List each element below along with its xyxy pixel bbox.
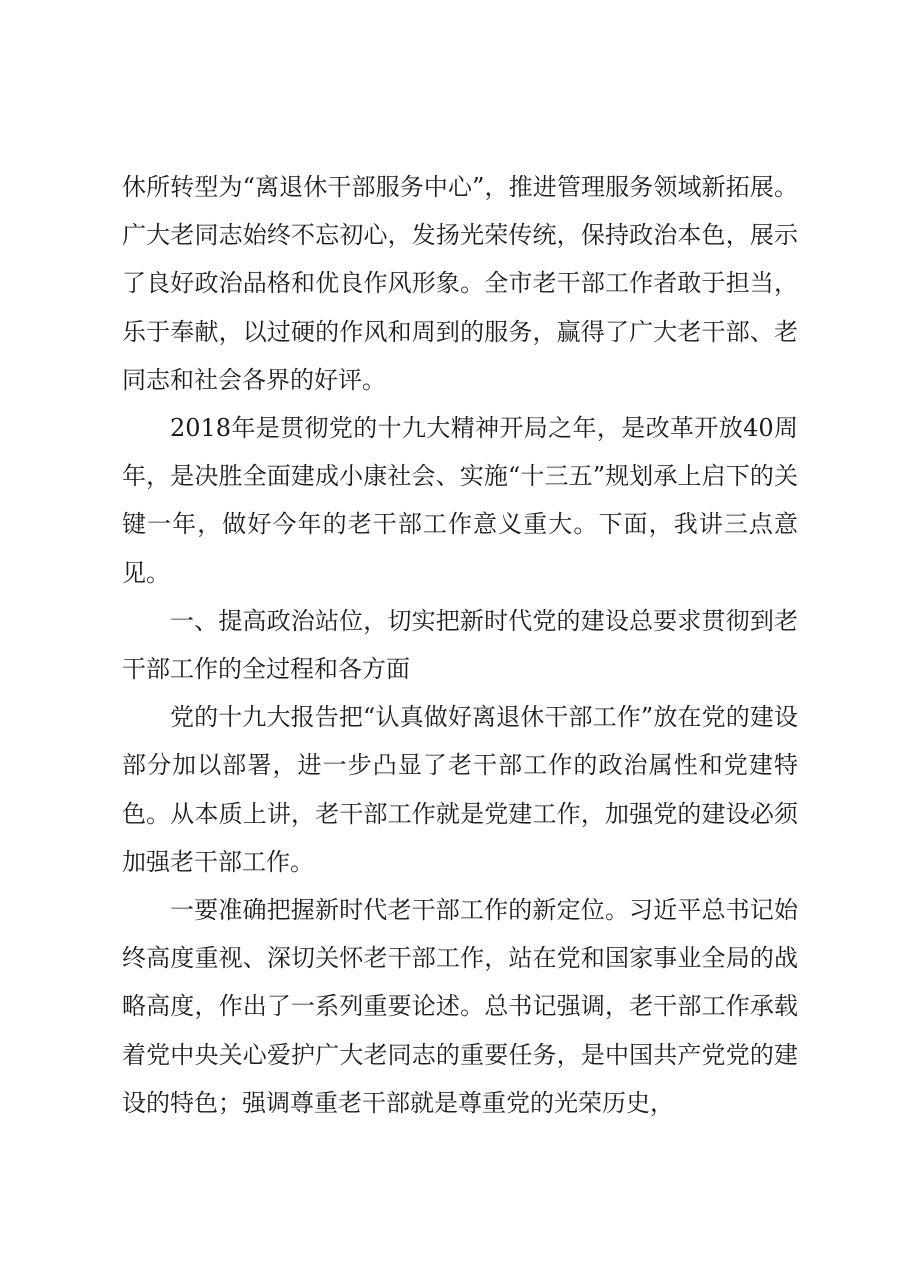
paragraph-year-2018: 2018年是贯彻党的十九大精神开局之年，是改革开放40周年，是决胜全面建成小康社会、实施“十三五”规划承上启下的关键一年，做好今年的老干部工作意义重大。下面，我讲三点意见。 bbox=[122, 414, 798, 587]
document-body bbox=[122, 163, 798, 1127]
section-heading-one: 一、提高政治站位，切实把新时代党的建设总要求贯彻到老干部工作的全过程和各方面 bbox=[122, 606, 798, 684]
paragraph-new-positioning: 一要准确把握新时代老干部工作的新定位。习近平总书记始终高度重视、深切关怀老干部工作，站在党和国家事业全局的战略高度，作出了一系列重要论述。总书记强调，老干部工作承载着党中央关心爱护广大老同志的重要任务，是中国共产党党的建设的特色；强调尊重老干部就是尊重党的光荣历史， bbox=[122, 896, 798, 1117]
paragraph-continuation: 休所转型为“离退休干部服务中心”，推进管理服务领域新拓展。广大老同志始终不忘初心，发扬光荣传统，保持政治本色，展示了良好政治品格和优良作风形象。全市老干部工作者敢于担当，乐于奉献，以过硬的作风和周到的服务，赢得了广大老干部、老同志和社会各界的好评。 bbox=[122, 173, 798, 394]
paragraph-party-building: 党的十九大报告把“认真做好离退休干部工作”放在党的建设部分加以部署，进一步凸显了老干部工作的政治属性和党建特色。从本质上讲，老干部工作就是党建工作，加强党的建设必须加强老干部工作。 bbox=[122, 703, 798, 876]
